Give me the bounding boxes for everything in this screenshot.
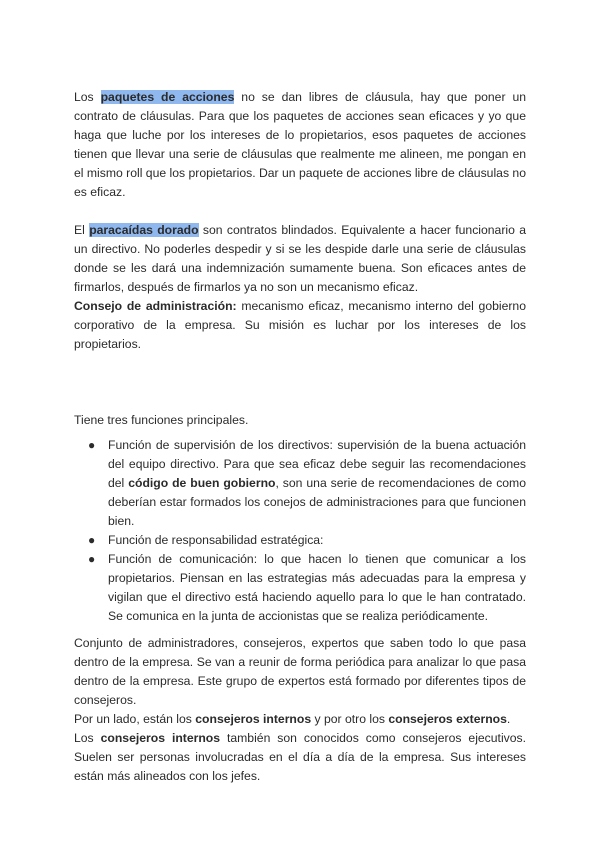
functions-list xyxy=(74,436,526,626)
term-consejeros-internos-2: consejeros internos xyxy=(100,731,221,745)
bullet-icon: ● xyxy=(88,533,96,547)
paragraph-conjunto-administradores: Conjunto de administradores, consejeros, expertos que saben todo lo que pasa dentro de la empresa. Se van a reunir de forma periódica para analizar lo que pasa dentro de la empresa. Este grupo de expertos está formado por diferentes tipos de consejeros. xyxy=(74,636,526,707)
term-consejo-administracion: Consejo de administración: xyxy=(74,299,237,313)
list-item-supervision: ● Función de supervisión de los directivos: supervisión de la buena actuación del equipo directivo. Para que sea eficaz debe seguir las recomendaciones del código de buen gobierno, son una serie de recomendaciones de como deberían estar formados los conejos de administraciones para que funcionen bien. xyxy=(88,438,526,528)
bullet-icon: ● xyxy=(88,552,96,566)
paragraph-paracaidas-dorado: El paracaídas dorado son contratos blindados. Equivalente a hacer funcionario a un directivo. No poderles despedir y si se les despide darle una serie de cláusulas donde se les dará una indemnización sumamente buena. Son eficaces antes de firmarlos, después de firmarlos ya no son un mecanismo eficaz. xyxy=(74,223,526,294)
list-item-comunicacion: ● Función de comunicación: lo que hacen lo tienen que comunicar a los propietarios. Piensan en las estrategias más adecuadas para la empresa y vigilan que el directivo está haciendo aquello para lo que le han contratado. Se comunica en la junta de accionistas que se realiza periódicamente. xyxy=(88,552,526,623)
paragraph-tipos-consejeros: Por un lado, están los consejeros internos y por otro los consejeros externos. xyxy=(74,712,511,726)
highlight-paquetes-acciones: paquetes de acciones xyxy=(100,90,235,104)
term-codigo-buen-gobierno: código de buen gobierno xyxy=(128,476,276,490)
list-item-responsabilidad: ● Función de responsabilidad estratégica: xyxy=(108,531,526,550)
term-consejeros-externos: consejeros externos xyxy=(388,712,507,726)
highlight-paracaidas-dorado: paracaídas dorado xyxy=(89,223,199,237)
paragraph-consejeros-internos: Los consejeros internos también son conocidos como consejeros ejecutivos. Suelen ser personas involucradas en el día a día de la empresa. Sus intereses están más alineados con los jefes. xyxy=(74,731,527,783)
term-consejeros-internos: consejeros internos xyxy=(195,712,312,726)
paragraph-tres-funciones: Tiene tres funciones principales. xyxy=(74,413,249,427)
paragraph-paquetes-acciones: Los paquetes de acciones no se dan libres de cláusula, hay que poner un contrato de cláusulas. Para que los paquetes de acciones sean eficaces y yo que haga que luche por los intereses de lo propietarios, esos paquetes de acciones tienen que llevar una serie de cláusulas que realmente me alineen, me pongan en el mismo roll que los propietarios. Dar un paquete de acciones libre de cláusulas no es eficaz. xyxy=(74,90,526,199)
paragraph-consejo-administracion: Consejo de administración: mecanismo eficaz, mecanismo interno del gobierno corporativo de la empresa. Su misión es luchar por los intereses de los propietarios. xyxy=(74,299,526,351)
bullet-icon: ● xyxy=(88,438,96,452)
